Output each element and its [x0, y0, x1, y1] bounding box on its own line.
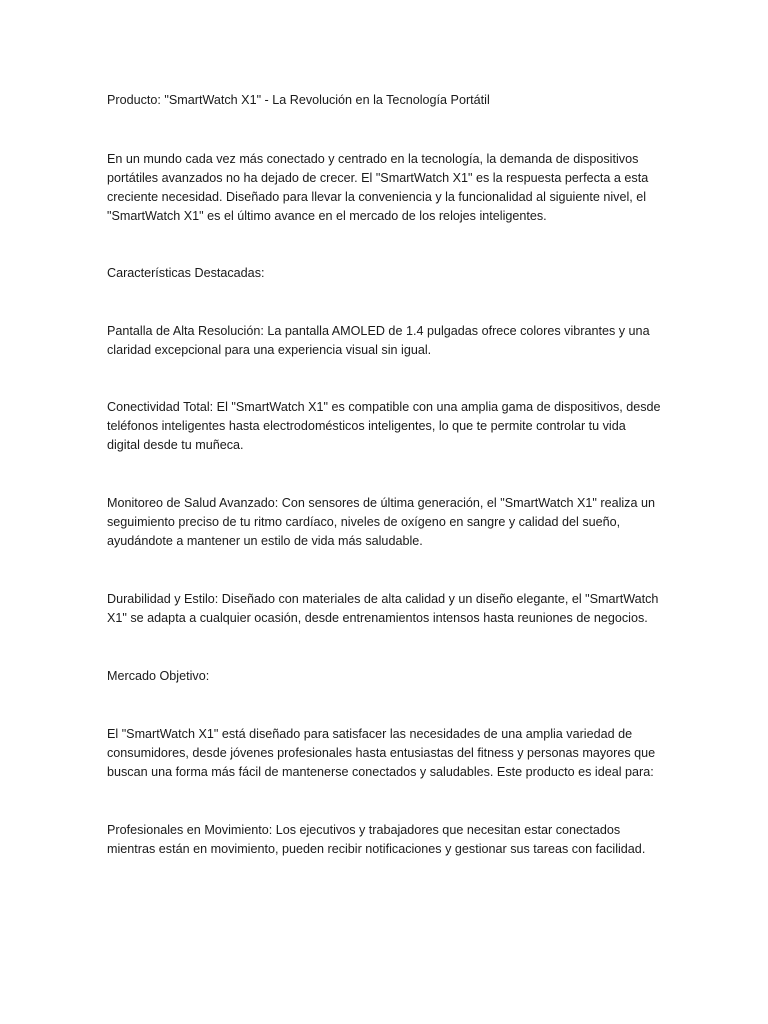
feature-durability-paragraph	[107, 590, 663, 628]
feature-connectivity-line-2: teléfonos inteligentes hasta electrodomésticos inteligentes, lo que te permite controlar tu vida	[107, 419, 626, 433]
intro-line-3: creciente necesidad. Diseñado para llevar la conveniencia y la funcionalidad al siguiente nivel, el	[107, 190, 647, 204]
feature-display-paragraph	[107, 322, 663, 360]
feature-connectivity-line-1: Conectividad Total: El "SmartWatch X1" es compatible con una amplia gama de dispositivos, desde	[107, 400, 661, 414]
market-professionals-paragraph	[107, 821, 663, 859]
intro-line-4: "SmartWatch X1" es el último avance en el mercado de los relojes inteligentes.	[107, 209, 547, 223]
features-heading-text: Características Destacadas:	[107, 266, 265, 280]
market-intro-paragraph	[107, 725, 663, 782]
feature-health-line-3: ayudándote a mantener un estilo de vida más saludable.	[107, 534, 423, 548]
feature-health-line-2: seguimiento preciso de tu ritmo cardíaco, niveles de oxígeno en sangre y calidad del sueño,	[107, 515, 621, 529]
market-professionals-line-2: mientras están en movimiento, pueden recibir notificaciones y gestionar sus tareas con facilidad.	[107, 842, 646, 856]
intro-line-1: En un mundo cada vez más conectado y centrado en la tecnología, la demanda de dispositivos	[107, 152, 639, 166]
title-line: Producto: "SmartWatch X1" - La Revolución en la Tecnología Portátil	[107, 93, 490, 107]
market-professionals-line-1: Profesionales en Movimiento: Los ejecutivos y trabajadores que necesitan estar conectados	[107, 823, 621, 837]
market-heading-text: Mercado Objetivo:	[107, 669, 210, 683]
market-intro-line-1: El "SmartWatch X1" está diseñado para satisfacer las necesidades de una amplia variedad de	[107, 727, 633, 741]
market-intro-line-3: buscan una forma más fácil de mantenerse conectados y saludables. Este producto es ideal para:	[107, 765, 654, 779]
intro-line-2: portátiles avanzados no ha dejado de crecer. El "SmartWatch X1" es la respuesta perfecta a esta	[107, 171, 649, 185]
feature-health-paragraph	[107, 494, 663, 551]
features-heading	[107, 264, 663, 283]
market-heading	[107, 667, 663, 686]
feature-display-line-1: Pantalla de Alta Resolución: La pantalla AMOLED de 1.4 pulgadas ofrece colores vibrantes y una	[107, 324, 650, 338]
intro-paragraph	[107, 150, 663, 226]
market-intro-line-2: consumidores, desde jóvenes profesionales hasta entusiastas del fitness y personas mayores que	[107, 746, 656, 760]
feature-durability-line-2: X1" se adapta a cualquier ocasión, desde entrenamientos intensos hasta reuniones de negocios.	[107, 611, 648, 625]
feature-durability-line-1: Durabilidad y Estilo: Diseñado con materiales de alta calidad y un diseño elegante, el "SmartWatch	[107, 592, 659, 606]
feature-display-line-2: claridad excepcional para una experiencia visual sin igual.	[107, 343, 432, 357]
feature-health-line-1: Monitoreo de Salud Avanzado: Con sensores de última generación, el "SmartWatch X1" realiza un	[107, 496, 655, 510]
feature-connectivity-line-3: digital desde tu muñeca.	[107, 438, 244, 452]
document-title	[107, 91, 663, 110]
feature-connectivity-paragraph	[107, 398, 663, 455]
